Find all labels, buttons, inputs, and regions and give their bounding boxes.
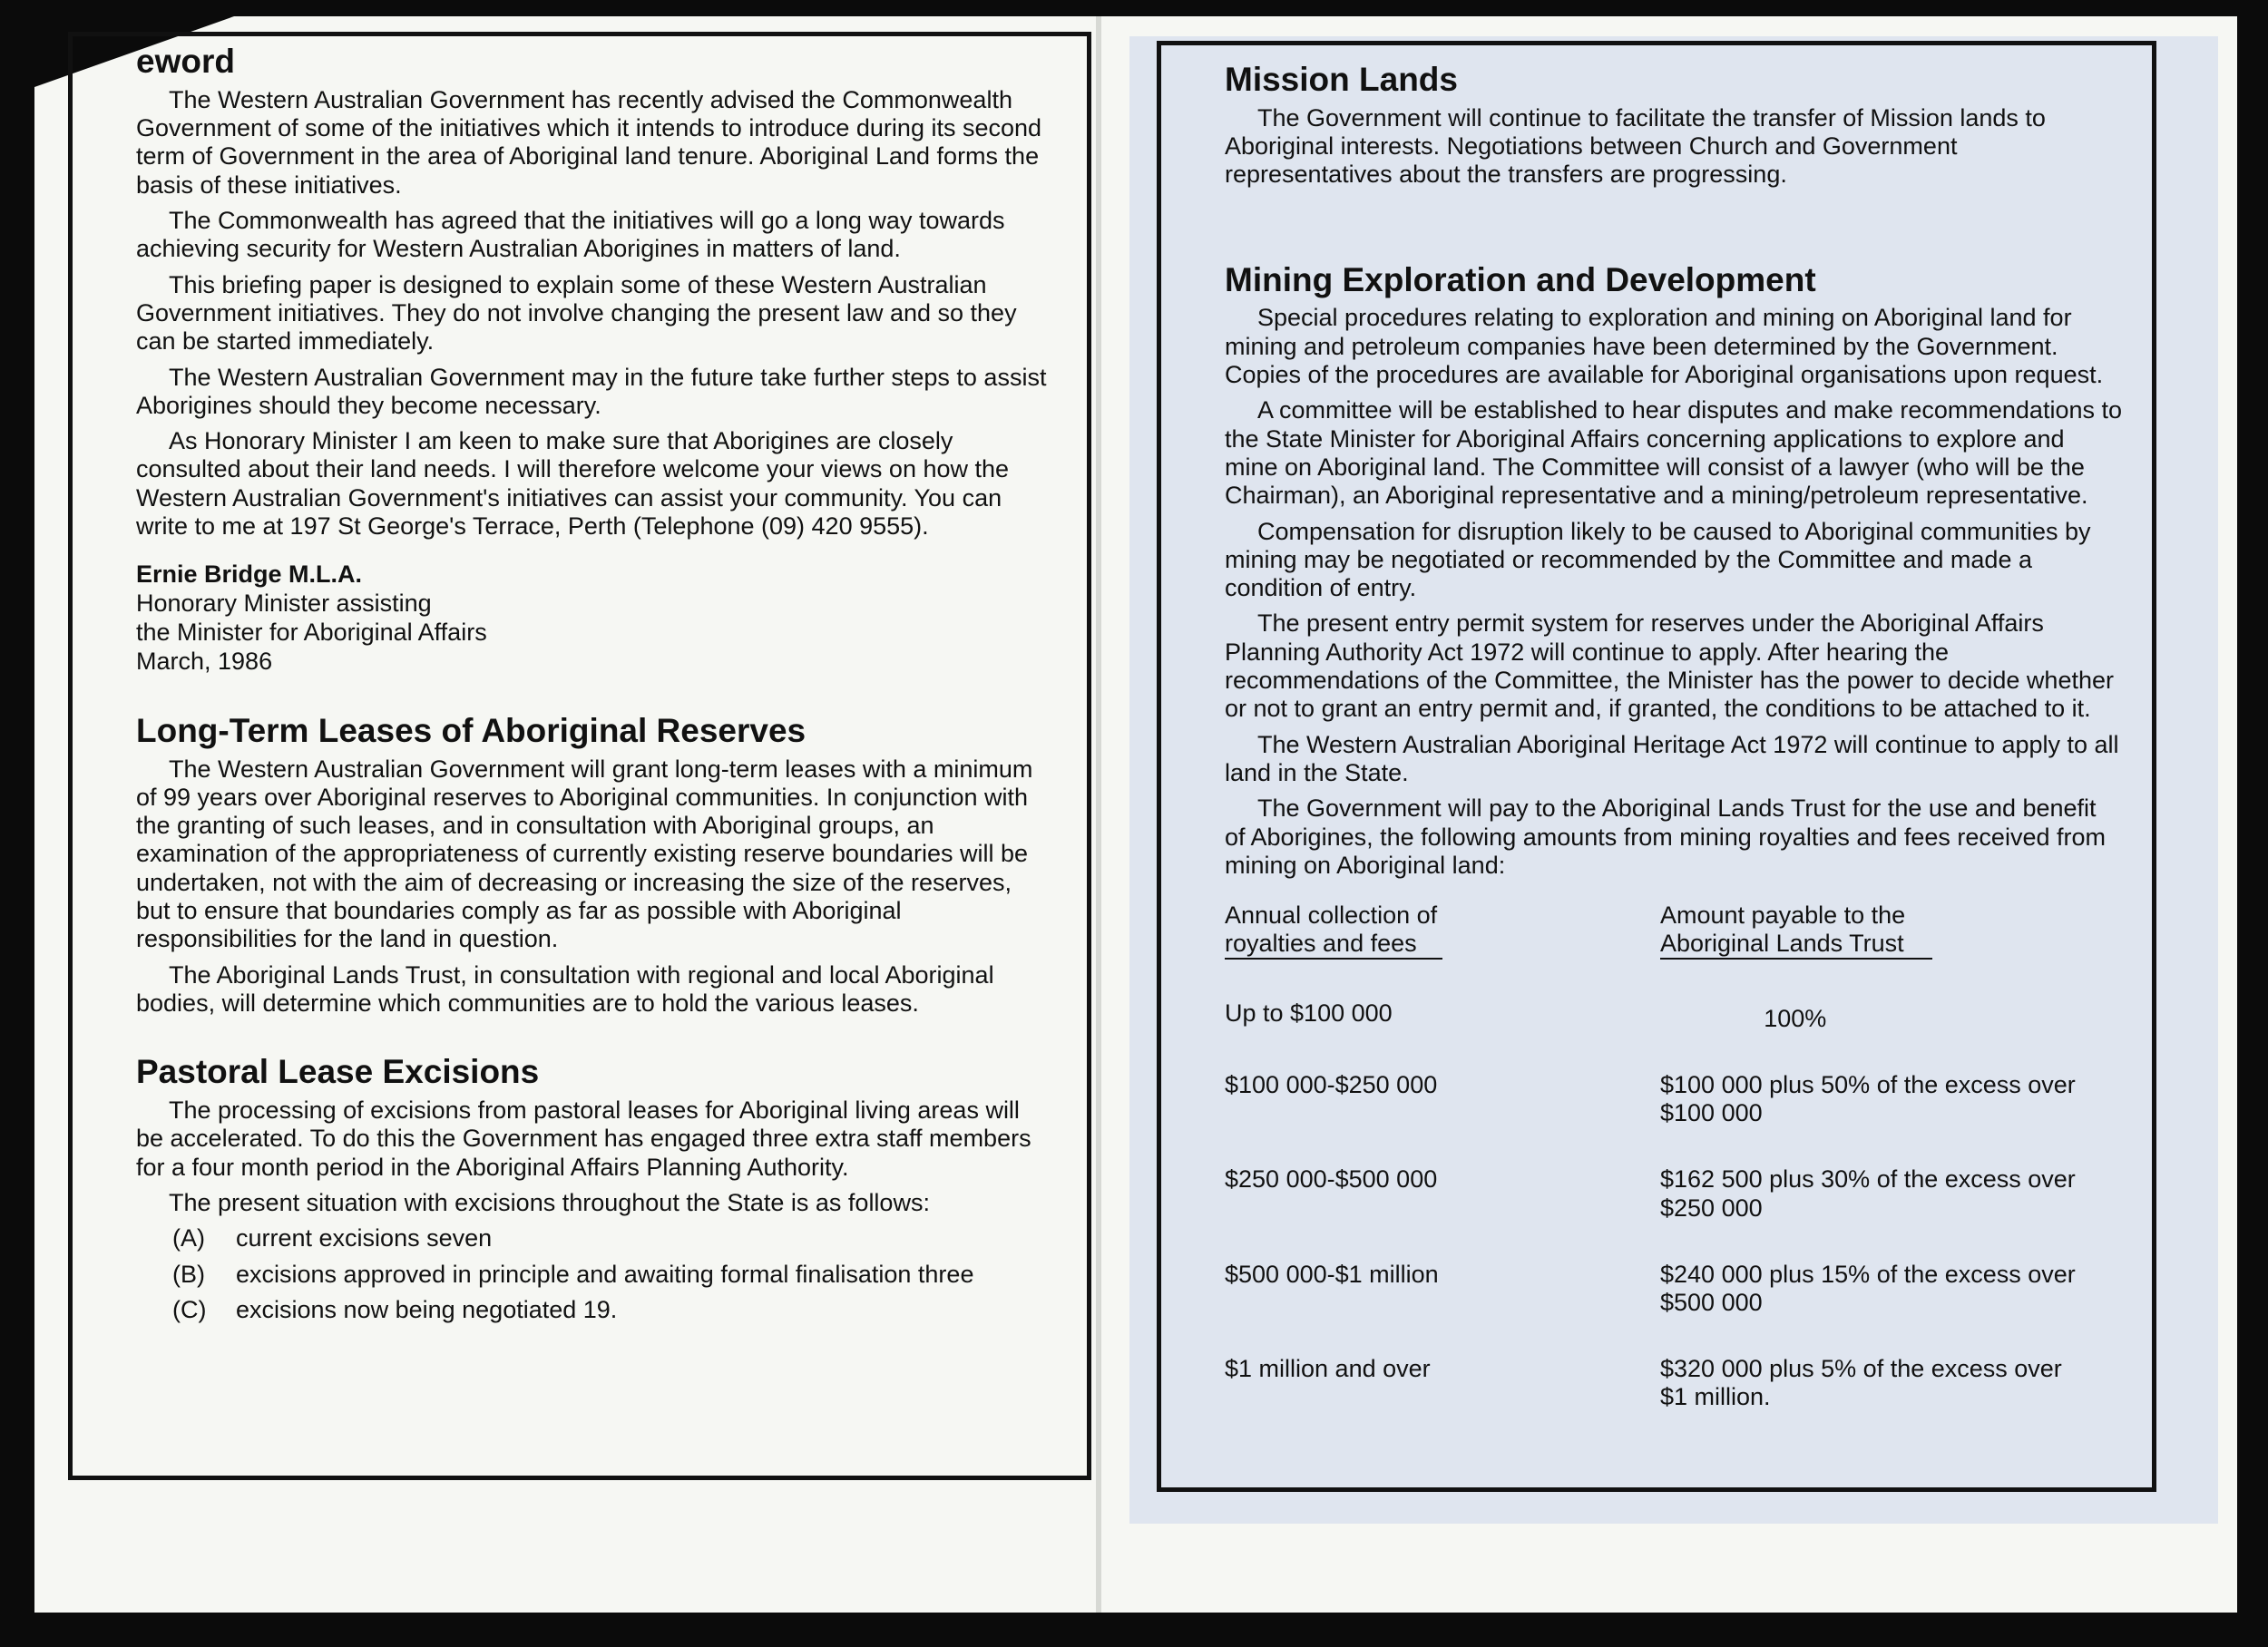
table-cell: $1 million and over bbox=[1225, 1354, 1431, 1382]
left-page-panel bbox=[68, 32, 1091, 1480]
table-cell: 100% bbox=[1764, 1005, 1827, 1033]
list-item bbox=[172, 1296, 1052, 1324]
leases-section bbox=[136, 713, 1052, 1018]
mining-paragraph: Compensation for disruption likely to be caused to Aboriginal communities by mining may be negotiated or recommended by the Committee and made a condition of entry. bbox=[1225, 517, 2091, 602]
leases-heading: Long-Term Leases of Aboriginal Reserves bbox=[136, 711, 807, 749]
mining-section bbox=[1225, 262, 2123, 881]
leases-paragraph: The Western Australian Government will grant long-term leases with a minimum of 99 years over Aboriginal reserves to Aboriginal communities. In conjunction with the granting of such leases, and in consultation with Aboriginal groups, an examination of the appropriateness of currently existing reserve boundaries will be undertaken, not with the aim of decreasing or increasing the size of the reserves, but to ensure that boundaries comply as far as possible with Aboriginal responsibilities for the land in question. bbox=[136, 755, 1033, 953]
pastoral-paragraph: The processing of excisions from pastoral leases for Aboriginal living areas will be accelerated. To do this the Government has engaged three extra staff members for a four month period in the Aboriginal Affairs Planning Authority. bbox=[136, 1096, 1031, 1181]
page-fold bbox=[1096, 16, 1101, 1613]
foreword-heading: eword bbox=[136, 43, 235, 80]
foreword-paragraph: As Honorary Minister I am keen to make sure that Aborigines are closely consulted about their land needs. I will therefore welcome your views on how the Western Australian Government's initiatives can assist your community. You can write to me at 197 St George's Terrace, Perth (Telephone (09) 420 9555). bbox=[136, 427, 1010, 541]
mining-paragraph: Special procedures relating to exploration and mining on Aboriginal land for mining and petroleum companies have been determined by the Government. Copies of the procedures are available for Aboriginal organisations upon request. bbox=[1225, 304, 2104, 388]
mining-heading: Mining Exploration and Development bbox=[1225, 260, 1816, 298]
leases-paragraph: The Aboriginal Lands Trust, in consultation with regional and local Aboriginal bodies, will determine which communities are to hold the various leases. bbox=[136, 960, 994, 1017]
mining-paragraph: The Western Australian Aboriginal Heritage Act 1972 will continue to apply to all land in the State. bbox=[1225, 730, 2119, 786]
table-cell: $162 500 plus 30% of the excess over $250 000 bbox=[1660, 1165, 2076, 1222]
list-item bbox=[172, 1224, 1052, 1252]
royalties-table bbox=[1225, 901, 2123, 1411]
table-cell: $100 000-$250 000 bbox=[1225, 1071, 1438, 1099]
table-row bbox=[1225, 1071, 2123, 1127]
table-cell: $500 000-$1 million bbox=[1225, 1260, 1439, 1288]
signature-block bbox=[136, 560, 1052, 676]
list-item-tag: (B) bbox=[172, 1260, 205, 1288]
mission-heading: Mission Lands bbox=[1225, 61, 1458, 98]
list-item-text: excisions approved in principle and awaiting formal finalisation three bbox=[236, 1260, 974, 1288]
list-item-text: current excisions seven bbox=[236, 1224, 493, 1252]
list-item-tag: (C) bbox=[172, 1295, 207, 1323]
list-item-text: excisions now being negotiated 19. bbox=[236, 1295, 618, 1323]
signature-name: Ernie Bridge M.L.A. bbox=[136, 560, 363, 589]
excisions-list bbox=[172, 1224, 1052, 1324]
mission-paragraph: The Government will continue to facilitate the transfer of Mission lands to Aboriginal interests. Negotiations between Church and Government representatives about the transfers are progressing. bbox=[1225, 103, 2046, 189]
foreword-paragraph: The Western Australian Government may in the future take further steps to assist Aborigines should they become necessary. bbox=[136, 363, 1047, 419]
table-cell: $250 000-$500 000 bbox=[1225, 1165, 1438, 1194]
table-cell: $100 000 plus 50% of the excess over $100 000 bbox=[1660, 1071, 2076, 1127]
table-row bbox=[1225, 999, 2123, 1033]
table-row bbox=[1225, 1261, 2123, 1317]
signature-date: March, 1986 bbox=[136, 647, 273, 675]
table-row bbox=[1225, 1165, 2123, 1222]
signature-line: the Minister for Aboriginal Affairs bbox=[136, 619, 487, 647]
list-item bbox=[172, 1261, 1052, 1289]
signature-line: Honorary Minister assisting bbox=[136, 590, 432, 618]
pastoral-heading: Pastoral Lease Excisions bbox=[136, 1053, 540, 1091]
foreword-paragraph: The Commonwealth has agreed that the initiatives will go a long way towards achieving security for Western Australian Aborigines in matters of land. bbox=[136, 206, 1005, 263]
column-header: Annual collection of royalties and fees bbox=[1225, 901, 1442, 960]
table-cell: Up to $100 000 bbox=[1225, 999, 1393, 1028]
table-cell: $320 000 plus 5% of the excess over $1 million. bbox=[1660, 1354, 2062, 1410]
pastoral-paragraph: The present situation with excisions throughout the State is as follows: bbox=[169, 1188, 930, 1216]
column-header: Amount payable to the Aboriginal Lands Trust bbox=[1660, 901, 1932, 960]
list-item-tag: (A) bbox=[172, 1224, 205, 1252]
pastoral-section bbox=[136, 1054, 1052, 1324]
table-cell: $240 000 plus 15% of the excess over $500 000 bbox=[1660, 1260, 2076, 1316]
mining-paragraph: The Government will pay to the Aboriginal Lands Trust for the use and benefit of Aborigines, the following amounts from mining royalties and fees received from mining on Aboriginal land: bbox=[1225, 794, 2106, 879]
table-header bbox=[1225, 901, 2123, 960]
table-row bbox=[1225, 1355, 2123, 1411]
foreword-paragraph: This briefing paper is designed to explain some of these Western Australian Government initiatives. They do not involve changing the present law and so they can be started immediately. bbox=[136, 270, 1017, 356]
mining-paragraph: A committee will be established to hear disputes and make recommendations to the State Minister for Aboriginal Affairs concerning applications to explore and mine on Aboriginal land. The Committee will consist of a lawyer (who will be the Chairman), an Aboriginal representative and a mining/petroleum representative. bbox=[1225, 396, 2123, 510]
right-page-panel bbox=[1157, 41, 2156, 1492]
foreword-paragraph: The Western Australian Government has recently advised the Commonwealth Government of some of the initiatives which it intends to introduce during its second term of Government in the area of Aboriginal land tenure. Aboriginal Land forms the basis of these initiatives. bbox=[136, 85, 1042, 199]
mining-paragraph: The present entry permit system for reserves under the Aboriginal Affairs Planning Authority Act 1972 will continue to apply. After hearing the recommendations of the Committee, the Minister has the power to decide whether or not to grant an entry permit and, if granted, the conditions to be attached to it. bbox=[1225, 609, 2114, 723]
